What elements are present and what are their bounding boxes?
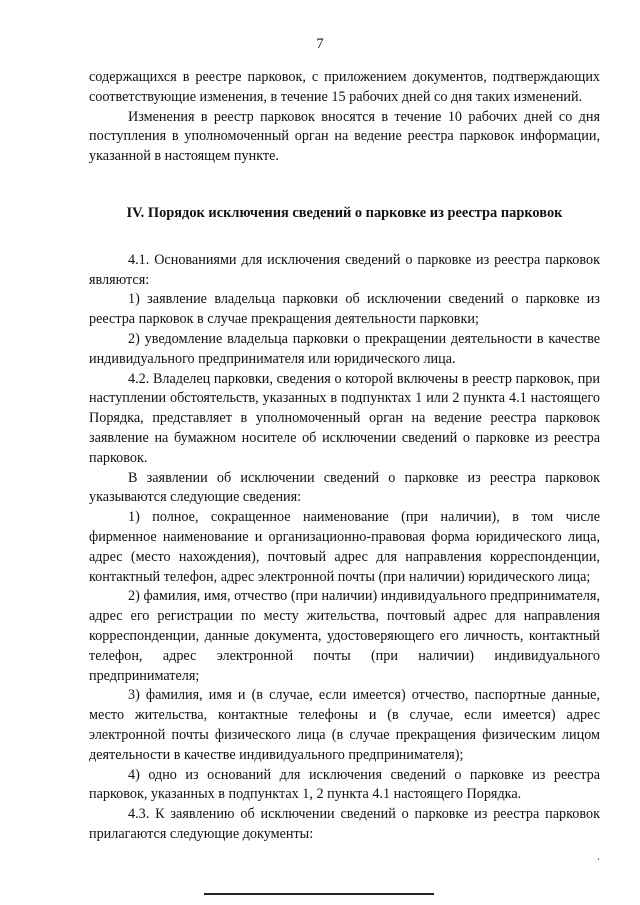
scan-speck bbox=[598, 858, 599, 860]
paragraph-continuation: содержащихся в реестре парковок, с приложением документов, подтверждающих соответствующие изменения, в течение 15 рабочих дней со дня таких изменений. bbox=[89, 69, 600, 105]
paragraph-content-item-2: 2) фамилия, имя, отчество (при наличии) индивидуального предпринимателя, адрес его регистрации по месту жительства, почтовый адрес для направления корреспонденции, данные документа, удостоверяющего его личность, контактный телефон, адрес электронной почты (при наличии) индивидуального предпринимателя; bbox=[89, 588, 600, 684]
paragraph-4-1-item-2: 2) уведомление владельца парковки о прекращении деятельности в качестве индивидуального предпринимателя или юридического лица. bbox=[89, 330, 600, 367]
paragraph-content-item-1: 1) полное, сокращенное наименование (при наличии), в том числе фирменное наименование и организационно-правовая форма юридического лица, адрес (место нахождения), почтовый адрес для направления корреспонденции, контактный телефон, адрес электронной почты (при наличии) юридического лица; bbox=[89, 509, 600, 585]
footer-rule bbox=[204, 893, 434, 895]
paragraph-registry-changes: Изменения в реестр парковок вносятся в течение 10 рабочих дней со дня поступления в уполномоченный орган на ведение реестра парковок информации, указанной в настоящем пункте. bbox=[89, 108, 600, 165]
paragraph-application-content: В заявлении об исключении сведений о парковке из реестра парковок указываются следующие сведения: bbox=[89, 469, 600, 506]
paragraph-content-item-4: 4) одно из оснований для исключения сведений о парковке из реестра парковок, указанных в подпунктах 1, 2 пункта 4.1 настоящего Порядка. bbox=[89, 766, 600, 803]
paragraph-content-item-3: 3) фамилия, имя и (в случае, если имеется) отчество, паспортные данные, место жительства, контактные телефоны и (в случае, если имеется) адрес электронной почты физического лица (в случае прекращения физическим лицом деятельности в качестве индивидуального предпринимателя); bbox=[89, 687, 600, 763]
paragraph-4-3: 4.3. К заявлению об исключении сведений о парковке из реестра парковок прилагаются следующие документы: bbox=[89, 806, 600, 842]
document-body bbox=[89, 68, 600, 845]
section-heading: IV. Порядок исключения сведений о парковке из реестра парковок bbox=[126, 204, 563, 221]
paragraph-4-1: 4.1. Основаниями для исключения сведений о парковке из реестра парковок являются: bbox=[89, 251, 600, 288]
paragraph-4-1-item-1: 1) заявление владельца парковки об исключении сведений о парковке из реестра парковок в случае прекращения деятельности парковки; bbox=[89, 291, 600, 328]
paragraph-4-2: 4.2. Владелец парковки, сведения о которой включены в реестр парковок, при наступлении обстоятельств, указанных в подпунктах 1 или 2 пункта 4.1 настоящего Порядка, представляет в уполномоченный орган на ведение реестра парковок заявление на бумажном носителе об исключении сведений о парковке из реестра парковок. bbox=[89, 370, 600, 466]
page-number: 7 bbox=[316, 36, 324, 52]
